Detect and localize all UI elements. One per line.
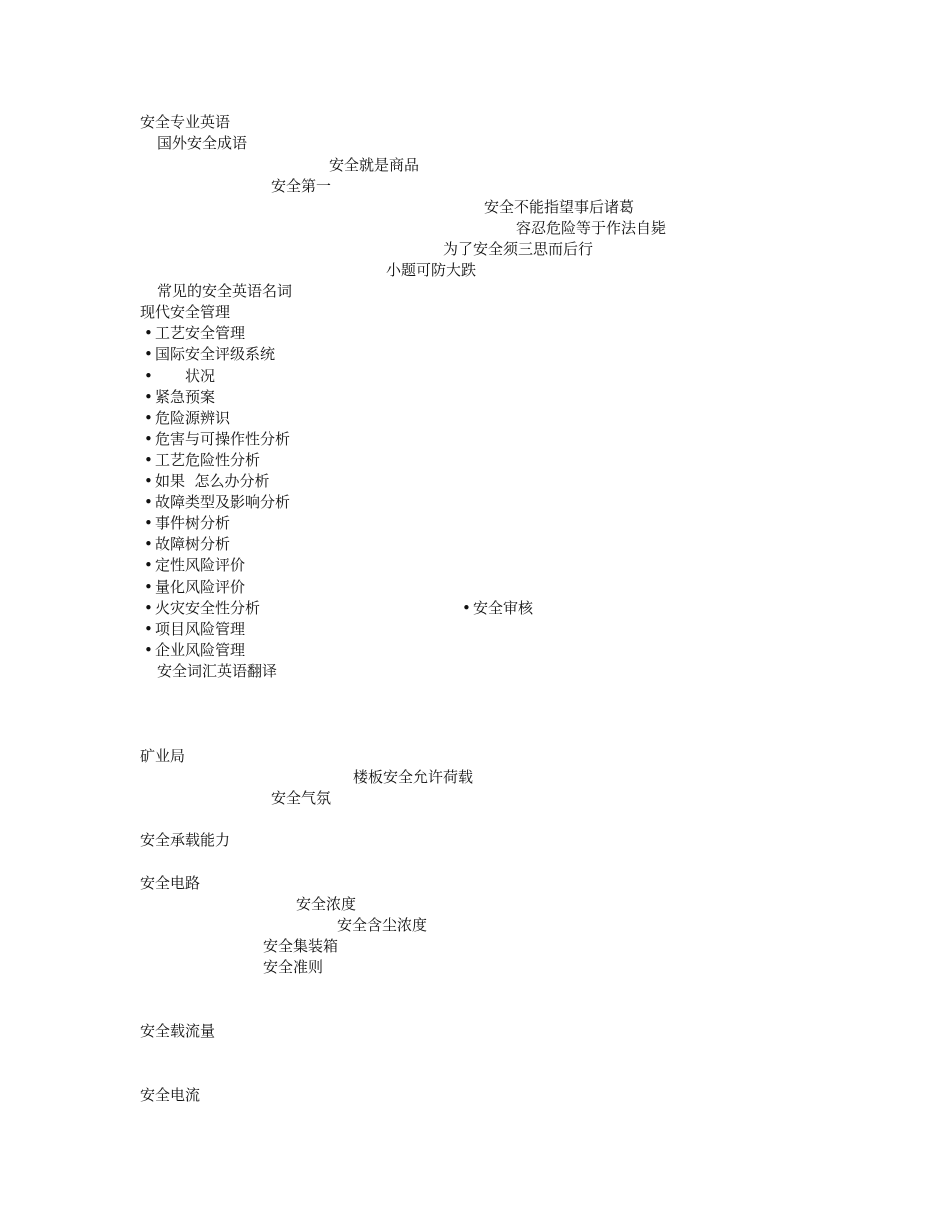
bullet-icon: •	[144, 388, 153, 406]
vocab-item: 安全载流量	[140, 1022, 216, 1040]
term-label: 项目风险管理	[155, 620, 246, 638]
vocab-item: 安全承载能力	[140, 831, 231, 849]
idiom-item: 安全不能指望事后诸葛	[484, 198, 635, 216]
bullet-icon: •	[144, 535, 153, 553]
term-item	[144, 598, 260, 619]
terms-subheading: 现代安全管理	[140, 303, 231, 321]
bullet-icon: •	[144, 556, 153, 574]
term-label: 紧急预案	[155, 388, 216, 406]
term-item	[144, 471, 270, 492]
term-item	[144, 640, 245, 661]
vocab-heading: 安全词汇英语翻译	[157, 662, 278, 680]
vocab-item: 安全准则	[263, 958, 324, 976]
bullet-icon: •	[144, 430, 153, 448]
term-label: 事件树分析	[155, 514, 231, 532]
term-label: 定性风险评价	[155, 556, 246, 574]
term-label: 企业风险管理	[155, 641, 246, 659]
term-label: 工艺安全管理	[155, 324, 246, 342]
vocab-item: 安全电路	[140, 874, 201, 892]
term-label: 如果 怎么办分析	[155, 472, 270, 490]
term-item-side	[462, 598, 533, 619]
term-label: 国际安全评级系统	[155, 345, 276, 363]
term-item	[144, 555, 245, 576]
bullet-icon: •	[144, 451, 153, 469]
vocab-item: 安全电流	[140, 1086, 201, 1104]
terms-heading: 常见的安全英语名词	[157, 282, 293, 300]
term-label: 火灾安全性分析	[155, 599, 261, 617]
term-item	[144, 429, 290, 450]
term-item	[144, 534, 230, 555]
idiom-item: 为了安全须三思而后行	[443, 240, 594, 258]
term-item	[144, 619, 245, 640]
bullet-icon: •	[144, 409, 153, 427]
bullet-icon: •	[144, 578, 153, 596]
term-item	[144, 513, 230, 534]
bullet-icon: •	[144, 324, 153, 342]
document-title: 安全专业英语	[140, 113, 231, 131]
idiom-item: 安全就是商品	[329, 156, 420, 174]
bullet-icon: •	[144, 367, 153, 385]
vocab-item: 楼板安全允许荷载	[353, 768, 474, 786]
vocab-item: 安全集装箱	[263, 937, 339, 955]
term-item	[144, 450, 260, 471]
term-label: 安全审核	[473, 599, 534, 617]
bullet-icon: •	[144, 345, 153, 363]
idioms-heading: 国外安全成语	[157, 134, 248, 152]
term-label: 危险源辨识	[155, 409, 231, 427]
term-label: 量化风险评价	[155, 578, 246, 596]
term-item	[144, 323, 245, 344]
term-label: 故障类型及影响分析	[155, 493, 291, 511]
bullet-icon: •	[144, 514, 153, 532]
term-item	[144, 492, 290, 513]
idiom-item: 安全第一	[271, 177, 332, 195]
bullet-icon: •	[462, 599, 471, 617]
term-item	[144, 366, 215, 387]
term-label: 状况	[185, 367, 216, 385]
term-label: 故障树分析	[155, 535, 231, 553]
bullet-icon: •	[144, 599, 153, 617]
bullet-icon: •	[144, 641, 153, 659]
bullet-icon: •	[144, 493, 153, 511]
term-label: 工艺危险性分析	[155, 451, 261, 469]
bullet-icon: •	[144, 620, 153, 638]
vocab-item: 安全气氛	[271, 789, 332, 807]
term-label: 危害与可操作性分析	[155, 430, 291, 448]
vocab-item: 安全浓度	[296, 895, 357, 913]
term-item	[144, 344, 275, 365]
vocab-item: 安全含尘浓度	[337, 916, 428, 934]
term-item	[144, 577, 245, 598]
term-item	[144, 408, 230, 429]
term-item	[144, 387, 215, 408]
idiom-item: 容忍危险等于作法自毙	[516, 219, 667, 237]
vocab-item: 矿业局	[140, 747, 186, 765]
bullet-icon: •	[144, 472, 153, 490]
idiom-item: 小题可防大跌	[386, 261, 477, 279]
